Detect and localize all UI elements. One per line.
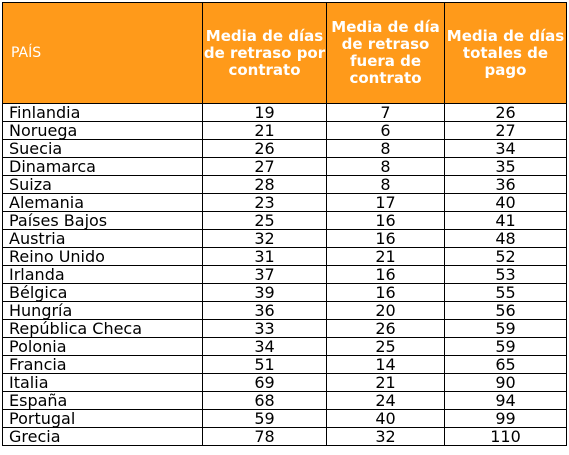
cell-country: Polonia (3, 338, 203, 356)
cell-total-days: 34 (445, 140, 567, 158)
cell-country: Italia (3, 374, 203, 392)
table-row (3, 410, 567, 428)
cell-total-days: 53 (445, 266, 567, 284)
cell-extra-delay: 26 (327, 320, 445, 338)
cell-extra-delay: 24 (327, 392, 445, 410)
cell-total-days: 99 (445, 410, 567, 428)
cell-country: Bélgica (3, 284, 203, 302)
cell-extra-delay: 17 (327, 194, 445, 212)
cell-country: Irlanda (3, 266, 203, 284)
table-row (3, 122, 567, 140)
cell-total-days: 110 (445, 428, 567, 446)
cell-contract-delay: 39 (203, 284, 327, 302)
cell-total-days: 55 (445, 284, 567, 302)
cell-contract-delay: 34 (203, 338, 327, 356)
table-row (3, 374, 567, 392)
cell-country: Francia (3, 356, 203, 374)
cell-total-days: 27 (445, 122, 567, 140)
cell-country: Finlandia (3, 104, 203, 122)
cell-country: Hungría (3, 302, 203, 320)
cell-extra-delay: 14 (327, 356, 445, 374)
cell-total-days: 41 (445, 212, 567, 230)
cell-extra-delay: 16 (327, 284, 445, 302)
payment-delay-table (2, 2, 567, 446)
cell-extra-delay: 21 (327, 248, 445, 266)
header-total-days: Media de días totales de pago (445, 3, 567, 104)
cell-contract-delay: 78 (203, 428, 327, 446)
cell-country: Alemania (3, 194, 203, 212)
cell-extra-delay: 40 (327, 410, 445, 428)
cell-country: España (3, 392, 203, 410)
table-row (3, 212, 567, 230)
cell-extra-delay: 20 (327, 302, 445, 320)
cell-contract-delay: 19 (203, 104, 327, 122)
table-row (3, 230, 567, 248)
cell-contract-delay: 27 (203, 158, 327, 176)
cell-contract-delay: 26 (203, 140, 327, 158)
cell-contract-delay: 31 (203, 248, 327, 266)
cell-extra-delay: 16 (327, 212, 445, 230)
cell-total-days: 56 (445, 302, 567, 320)
cell-contract-delay: 37 (203, 266, 327, 284)
cell-extra-delay: 25 (327, 338, 445, 356)
cell-extra-delay: 21 (327, 374, 445, 392)
table-row (3, 428, 567, 446)
cell-extra-delay: 16 (327, 230, 445, 248)
header-extra-delay: Media de día de retraso fuera de contrato (327, 3, 445, 104)
cell-contract-delay: 59 (203, 410, 327, 428)
cell-total-days: 52 (445, 248, 567, 266)
cell-extra-delay: 6 (327, 122, 445, 140)
table-row (3, 320, 567, 338)
cell-total-days: 59 (445, 338, 567, 356)
cell-country: Dinamarca (3, 158, 203, 176)
cell-contract-delay: 36 (203, 302, 327, 320)
cell-contract-delay: 28 (203, 176, 327, 194)
cell-country: Suecia (3, 140, 203, 158)
cell-total-days: 94 (445, 392, 567, 410)
header-country: PAÍS (3, 3, 203, 104)
table-header (3, 3, 567, 104)
table-body (3, 104, 567, 446)
cell-country: Suiza (3, 176, 203, 194)
header-row (3, 3, 567, 104)
cell-total-days: 36 (445, 176, 567, 194)
cell-country: Países Bajos (3, 212, 203, 230)
cell-extra-delay: 8 (327, 176, 445, 194)
cell-country: Austria (3, 230, 203, 248)
cell-country: Noruega (3, 122, 203, 140)
table-row (3, 158, 567, 176)
table-row (3, 176, 567, 194)
table-row (3, 194, 567, 212)
table-row (3, 248, 567, 266)
table-row (3, 284, 567, 302)
cell-total-days: 90 (445, 374, 567, 392)
cell-country: Portugal (3, 410, 203, 428)
cell-total-days: 65 (445, 356, 567, 374)
cell-contract-delay: 33 (203, 320, 327, 338)
cell-total-days: 35 (445, 158, 567, 176)
cell-country: Reino Unido (3, 248, 203, 266)
cell-country: Grecia (3, 428, 203, 446)
cell-extra-delay: 32 (327, 428, 445, 446)
table-row (3, 104, 567, 122)
cell-total-days: 40 (445, 194, 567, 212)
cell-country: República Checa (3, 320, 203, 338)
cell-contract-delay: 51 (203, 356, 327, 374)
cell-contract-delay: 69 (203, 374, 327, 392)
table-row (3, 392, 567, 410)
cell-total-days: 48 (445, 230, 567, 248)
cell-extra-delay: 7 (327, 104, 445, 122)
cell-total-days: 26 (445, 104, 567, 122)
cell-contract-delay: 21 (203, 122, 327, 140)
header-contract-delay: Media de días de retraso por contrato (203, 3, 327, 104)
table-row (3, 338, 567, 356)
cell-extra-delay: 8 (327, 140, 445, 158)
cell-extra-delay: 16 (327, 266, 445, 284)
table-row (3, 140, 567, 158)
table-row (3, 266, 567, 284)
table-row (3, 302, 567, 320)
cell-total-days: 59 (445, 320, 567, 338)
cell-extra-delay: 8 (327, 158, 445, 176)
cell-contract-delay: 23 (203, 194, 327, 212)
table-row (3, 356, 567, 374)
cell-contract-delay: 25 (203, 212, 327, 230)
cell-contract-delay: 32 (203, 230, 327, 248)
cell-contract-delay: 68 (203, 392, 327, 410)
